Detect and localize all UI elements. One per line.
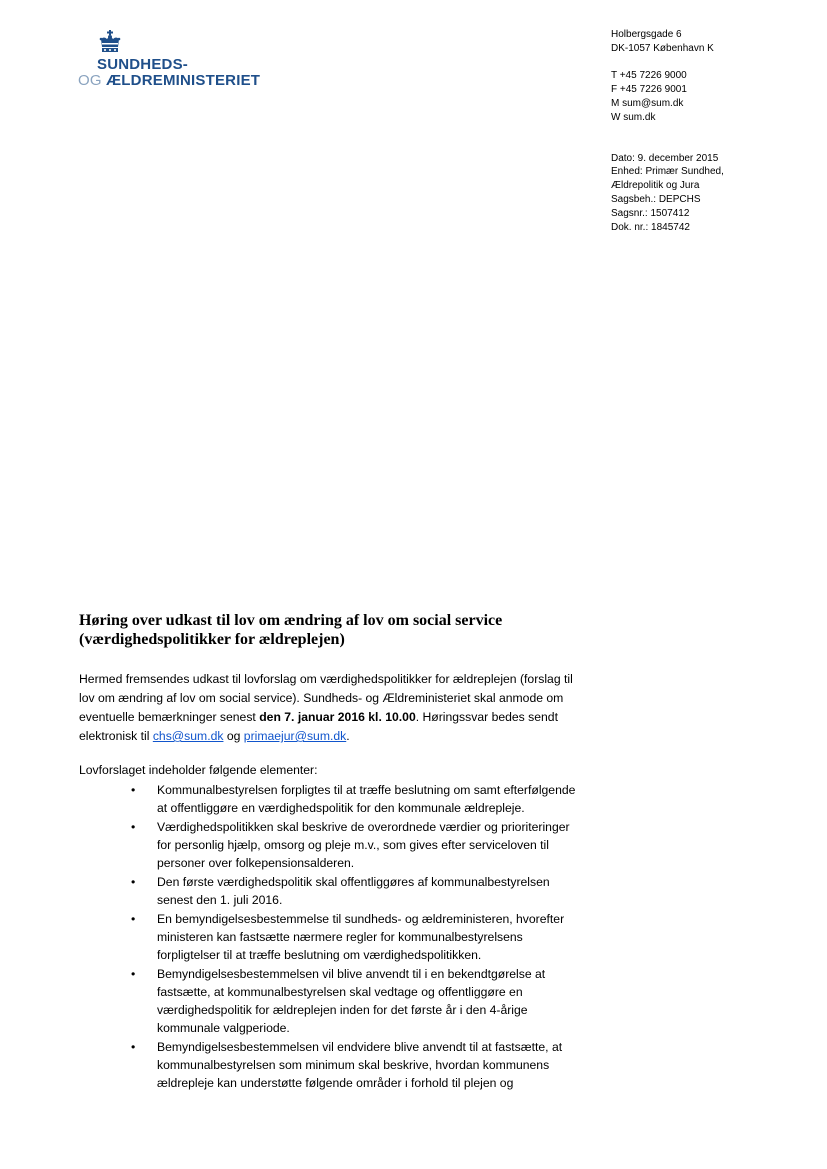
ministry-logo xyxy=(78,30,278,90)
intro-text-a: Hermed fremsendes udkast til lovforslag om værdighedspolitikker for ældreplejen (forslag til lov om ændring af lov om social service). Sundheds- og Ældreministeriet skal anmode om eventuelle bemærkninger senest xyxy=(79,672,573,724)
case-number: Sagsnr.: 1507412 xyxy=(611,207,690,219)
unit-line-1: Enhed: Primær Sundhed, xyxy=(611,166,724,178)
letter-body xyxy=(79,611,579,1092)
elements-heading: Lovforslaget indeholder følgende elementer: xyxy=(79,763,318,777)
period: . xyxy=(346,729,350,743)
email-link-chs[interactable]: chs@sum.dk xyxy=(152,729,224,743)
logo-og: OG xyxy=(78,72,107,89)
list-item-text: Bemyndigelsesbestemmelsen vil blive anvendt til i en bekendtgørelse at fastsætte, at kommunalbestyrelsen skal vedtage og offentliggøre en værdighedspolitik for ældreplejen inden for det første år i den 4-årige kommunale valgperiode. xyxy=(157,967,546,1035)
bullet-icon: • xyxy=(131,783,136,797)
bullet-icon: • xyxy=(131,820,136,834)
address-line-2: DK-1057 København K xyxy=(611,42,714,54)
list-item-text: Bemyndigelsesbestemmelsen vil endvidere blive anvendt til at fastsætte, at kommunalbestyrelsen som minimum skal beskrive, hvordan kommunens ældrepleje kan understøtte følgende områder i forhold til plejen og xyxy=(157,1040,563,1090)
and-text: og xyxy=(223,729,244,743)
list-item-text: En bemyndigelsesbestemmelse til sundheds- og ældreministeren, hvorefter ministeren kan fastsætte nærmere regler for kommunalbestyrelsens forpligtelser til at træffe beslutning om værdighedspolitikken. xyxy=(157,912,565,962)
intro-paragraph xyxy=(79,670,579,746)
logo-ministry-name: ÆLDREMINISTERIET xyxy=(106,72,261,89)
website: W sum.dk xyxy=(611,111,656,123)
title-line-2: (værdighedspolitikker for ældreplejen) xyxy=(79,631,345,648)
list-item xyxy=(79,910,579,964)
list-item xyxy=(79,873,579,909)
list-item xyxy=(79,965,579,1037)
list-item-text: Kommunalbestyrelsen forpligtes til at træffe beslutning om samt efterfølgende at offentliggøre en værdighedspolitik for den kommunale ældrepleje. xyxy=(157,783,576,815)
letterhead-sidebar xyxy=(611,28,811,234)
bullet-icon: • xyxy=(131,967,136,981)
list-item xyxy=(79,818,579,872)
caseworker: Sagsbeh.: DEPCHS xyxy=(611,193,701,205)
bullet-icon: • xyxy=(131,912,136,926)
phone: T +45 7226 9000 xyxy=(611,70,687,82)
list-item xyxy=(79,781,579,817)
fax: F +45 7226 9001 xyxy=(611,84,687,96)
unit-line-2: Ældrepolitik og Jura xyxy=(611,180,700,192)
date: Dato: 9. december 2015 xyxy=(611,152,719,164)
document-number: Dok. nr.: 1845742 xyxy=(611,221,690,233)
list-item xyxy=(79,1038,579,1092)
deadline: den 7. januar 2016 kl. 10.00 xyxy=(259,710,416,724)
address-line-1: Holbergsgade 6 xyxy=(611,29,682,40)
bullet-icon: • xyxy=(131,1040,136,1054)
list-item-text: Den første værdighedspolitik skal offentliggøres af kommunalbestyrelsen senest den 1. juli 2016. xyxy=(157,875,550,907)
email-link-primaejur[interactable]: primaejur@sum.dk xyxy=(243,729,347,743)
intro-text-b: . Høringssvar bedes sendt elektronisk til xyxy=(79,710,558,743)
letter-title xyxy=(79,611,579,649)
logo-line-2 xyxy=(78,73,260,88)
title-line-1: Høring over udkast til lov om ændring af lov om social service xyxy=(79,612,503,629)
elements-list xyxy=(79,781,579,1092)
logo-line-1: SUNDHEDS- xyxy=(97,56,188,73)
bullet-icon: • xyxy=(131,875,136,889)
email: M sum@sum.dk xyxy=(611,97,684,109)
crown-icon xyxy=(98,30,122,54)
list-item-text: Værdighedspolitikken skal beskrive de overordnede værdier og prioriteringer for personlig hjælp, omsorg og pleje m.v., som gives efter serviceloven til personer over folkepensionsalderen. xyxy=(157,820,570,870)
